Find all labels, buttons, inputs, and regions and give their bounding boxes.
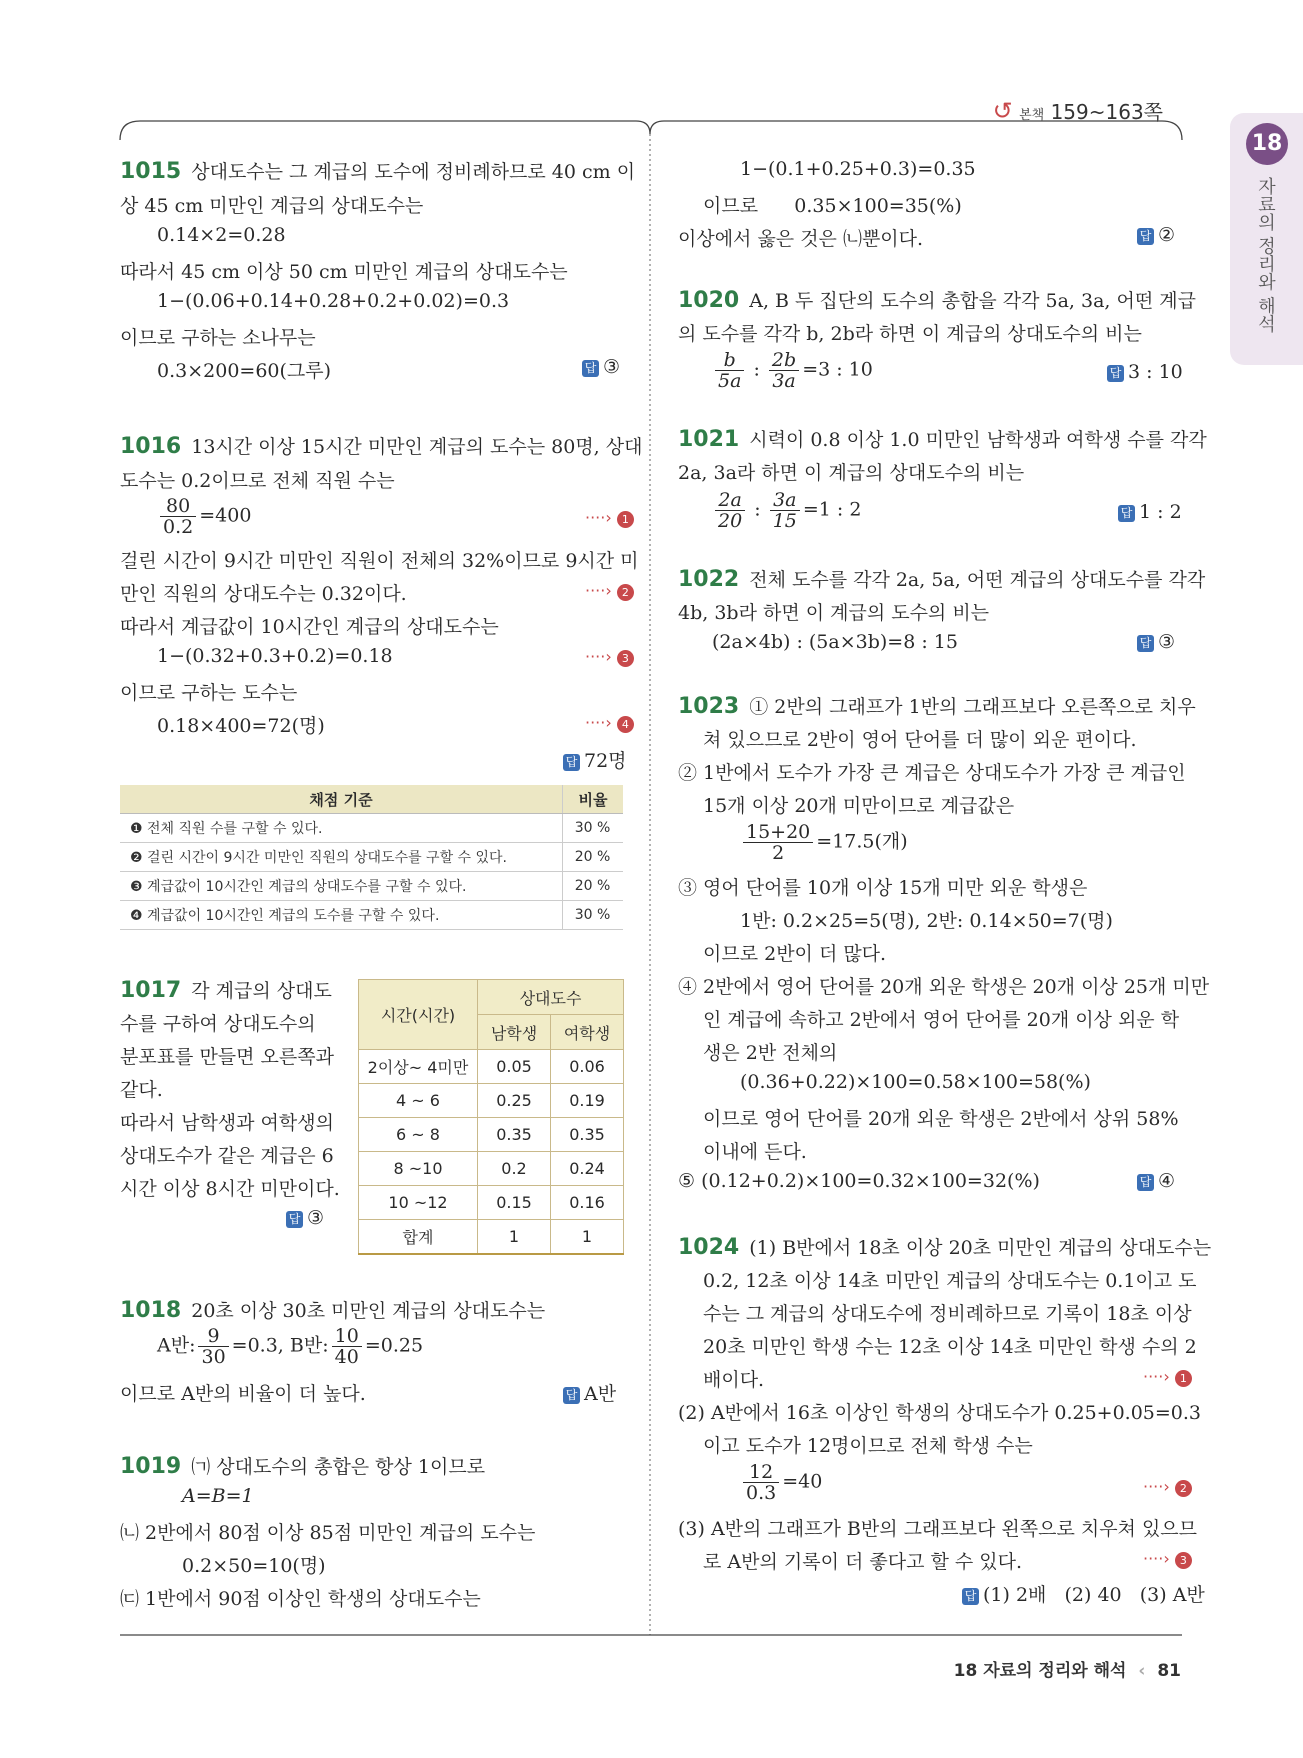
colon: : (754, 498, 761, 521)
answer-icon: 답 (1137, 228, 1154, 245)
ratio: 20 % (563, 843, 624, 872)
text-line: 이내에 든다. (703, 1141, 807, 1163)
ratio-equation (712, 350, 873, 391)
male-cell: 0.15 (478, 1186, 551, 1220)
text-line: 15개 이상 20개 미만이므로 계급값은 (703, 795, 1015, 817)
step-number: 2 (1175, 1480, 1192, 1497)
female-cell: 0.16 (551, 1186, 624, 1220)
chevron-left-icon: ‹ (1138, 1661, 1146, 1681)
text-line: 이므로 2반이 더 많다. (703, 943, 887, 965)
table-row (120, 814, 623, 843)
numerator: 2b (769, 350, 799, 371)
female-cell: 1 (551, 1220, 624, 1255)
answer-icon: 답 (962, 1588, 979, 1605)
numerator: b (715, 350, 744, 371)
equation: 0.3×200=60(그루) (157, 360, 332, 382)
table-row (120, 843, 623, 872)
result: =17.5(개) (816, 830, 908, 853)
chapter-title: 자료의 정리와 해석 (1255, 177, 1276, 333)
male-cell: 0.05 (478, 1050, 551, 1084)
text-line: 따라서 계급값이 10시간인 계급의 상대도수는 (120, 616, 499, 638)
text-line: 이므로 구하는 도수는 (120, 682, 298, 704)
male-cell: 0.2 (478, 1152, 551, 1186)
step-marker-2: ····› 2 (585, 581, 634, 601)
text-line: 13시간 이상 15시간 미만인 계급의 도수는 80명, 상대 (191, 436, 643, 458)
answer-icon: 답 (582, 360, 599, 377)
class-cell: 4 ~ 6 (359, 1084, 478, 1118)
text-line: ㈀ 상대도수의 총합은 항상 1이므로 (191, 1456, 486, 1478)
fraction (743, 822, 813, 863)
table-row (359, 1152, 624, 1186)
male-header: 남학생 (478, 1015, 551, 1050)
denominator: 20 (718, 510, 743, 532)
answer-icon: 답 (563, 1387, 580, 1404)
denominator: 30 (201, 1346, 226, 1368)
step-number: 3 (1175, 1552, 1192, 1569)
text-line: ③ 영어 단어를 10개 이상 15개 미만 외운 학생은 (678, 877, 1088, 899)
step-number: 4 (617, 716, 634, 733)
chapter-number: 18 (1246, 123, 1288, 165)
text-line: 이므로 구하는 소나무는 (120, 327, 316, 349)
text-line: 도수는 0.2이므로 전체 직원 수는 (120, 470, 395, 492)
female-cell: 0.06 (551, 1050, 624, 1084)
problem-number: 1017 (120, 978, 182, 1003)
answer-value: ③ (1158, 631, 1176, 653)
numerator: 10 (332, 1326, 362, 1347)
text-line: 20초 미만인 학생 수는 12초 이상 14초 미만인 학생 수의 2 (703, 1336, 1197, 1358)
denominator: 2 (772, 842, 785, 864)
chapter-tab (1230, 113, 1303, 365)
denominator: 0.2 (163, 516, 194, 538)
female-header: 여학생 (551, 1015, 624, 1050)
text-line: 시력이 0.8 이상 1.0 미만인 남학생과 여학생 수를 각각 (749, 429, 1207, 451)
answer-value: ② (1158, 224, 1176, 246)
answer-value: ④ (1158, 1170, 1176, 1192)
text-line: 상 45 cm 미만인 계급의 상대도수는 (120, 195, 424, 217)
fraction-equation (740, 1462, 822, 1503)
numerator: 15+20 (743, 822, 813, 843)
numerator: 9 (198, 1326, 228, 1347)
text-line: 걸린 시간이 9시간 미만인 직원이 전체의 32%이므로 9시간 미 (120, 550, 639, 572)
relative-frequency-header: 상대도수 (478, 980, 624, 1015)
text-line: 인 계급에 속하고 2반에서 영어 단어를 20개 이상 외운 학 (703, 1009, 1180, 1031)
criteria-header: 채점 기준 (120, 785, 563, 814)
answer (1137, 1170, 1175, 1192)
numerator: 3a (770, 490, 800, 511)
fraction (715, 350, 744, 391)
text-line: 쳐 있으므로 2반이 영어 단어를 더 많이 외운 편이다. (703, 729, 1137, 751)
text-line: 따라서 45 cm 이상 50 cm 미만인 계급의 상대도수는 (120, 261, 568, 283)
text-line: 따라서 남학생과 여학생의 (120, 1112, 334, 1134)
text-line: 이고 도수가 12명이므로 전체 학생 수는 (703, 1435, 1033, 1457)
table-row (359, 1084, 624, 1118)
denominator: 0.3 (746, 1482, 777, 1504)
equation: 0.2×50=10(명) (182, 1555, 326, 1577)
problem-number: 1016 (120, 434, 182, 459)
text-line: 이므로 A반의 비율이 더 높다. (120, 1383, 366, 1405)
return-arrow-icon: ↺ (992, 97, 1013, 125)
answer-icon: 답 (1107, 365, 1124, 382)
colon: : (753, 358, 760, 381)
label: A반: (157, 1334, 196, 1357)
step-marker-4: ····› 4 (585, 713, 634, 733)
text-line: 배이다. (703, 1369, 765, 1391)
numerator: 12 (743, 1462, 779, 1483)
page-number: 81 (1157, 1661, 1181, 1681)
result: =3 : 10 (802, 358, 873, 381)
text-line: 4b, 3b라 하면 이 계급의 도수의 비는 (678, 602, 990, 624)
text-line: (2) A반에서 16초 이상인 학생의 상대도수가 0.25+0.05=0.3 (678, 1402, 1202, 1424)
answer-value: ③ (307, 1207, 325, 1229)
step-number: 1 (617, 511, 634, 528)
text-line: 이상에서 옳은 것은 ㈁뿐이다. (678, 228, 924, 250)
text-line: 각 계급의 상대도 (191, 980, 332, 1002)
answer-value: 1 : 2 (1139, 501, 1182, 523)
equation: A=B=1 (182, 1485, 254, 1507)
denominator: 3a (772, 370, 796, 392)
text-line: 0.2, 12초 이상 14초 미만인 계급의 상대도수는 0.1이고 도 (703, 1270, 1197, 1292)
ratio: 30 % (563, 901, 624, 930)
relative-frequency-table (358, 979, 624, 1255)
female-cell: 0.24 (551, 1152, 624, 1186)
equation: (0.36+0.22)×100=0.58×100=58(%) (740, 1071, 1091, 1093)
numerator: 80 (160, 496, 196, 517)
answer-value: 3 : 10 (1128, 361, 1183, 383)
male-cell: 0.25 (478, 1084, 551, 1118)
problem-number: 1024 (678, 1235, 740, 1260)
fraction (332, 1326, 362, 1367)
step-number: 2 (617, 584, 634, 601)
text-line: 같다. (120, 1079, 163, 1101)
problem-number: 1021 (678, 427, 740, 452)
problem-number: 1023 (678, 694, 740, 719)
class-cell: 6 ~ 8 (359, 1118, 478, 1152)
text-line: ② 1반에서 도수가 가장 큰 계급은 상대도수가 가장 큰 계급인 (678, 762, 1186, 784)
page-range: 159~163쪽 (1050, 100, 1163, 124)
result: =0.25 (364, 1334, 424, 1357)
step-number: 3 (617, 650, 634, 667)
answer-icon: 답 (563, 754, 580, 771)
step-marker-1: ····› 1 (585, 508, 634, 528)
text-line: (1) B반에서 18초 이상 20초 미만인 계급의 상대도수는 (749, 1237, 1212, 1259)
criterion: ❶ 전체 직원 수를 구할 수 있다. (120, 814, 563, 843)
ratio: 30 % (563, 814, 624, 843)
text-line: 시간 이상 8시간 미만이다. (120, 1178, 340, 1200)
male-cell: 0.35 (478, 1118, 551, 1152)
text-line: 이므로 0.35×100=35(%) (703, 195, 962, 217)
text-line: 분포표를 만들면 오른쪽과 (120, 1046, 334, 1068)
male-cell: 1 (478, 1220, 551, 1255)
equation: 1−(0.1+0.25+0.3)=0.35 (740, 158, 976, 180)
ratio-header: 비율 (563, 785, 624, 814)
scoring-criteria-table (120, 785, 623, 930)
answer (582, 356, 620, 378)
text-line: (3) A반의 그래프가 B반의 그래프보다 왼쪽으로 치우쳐 있으므 (678, 1518, 1198, 1540)
text-line: 전체 도수를 각각 2a, 5a, 어떤 계급의 상대도수를 각각 (749, 569, 1206, 591)
equation: 1−(0.06+0.14+0.28+0.2+0.02)=0.3 (157, 290, 510, 312)
answer-value: 72명 (584, 750, 627, 772)
label: B반: (289, 1334, 329, 1357)
answer (1107, 361, 1183, 383)
result: =400 (199, 504, 252, 527)
text-line: ① 2반의 그래프가 1반의 그래프보다 오른쪽으로 치우 (749, 696, 1196, 718)
step-number: 1 (1175, 1370, 1192, 1387)
table-row (359, 1050, 624, 1084)
equation: ⑤ (0.12+0.2)×100=0.32×100=32(%) (678, 1170, 1040, 1192)
answer (563, 1379, 616, 1406)
criterion: ❹ 계급값이 10시간인 계급의 도수를 구할 수 있다. (120, 901, 563, 930)
class-cell: 2이상~ 4미만 (359, 1050, 478, 1084)
fraction-equation (740, 822, 908, 863)
text-line: 상대도수가 같은 계급은 6 (120, 1145, 334, 1167)
text-line: 20초 이상 30초 미만인 계급의 상대도수는 (191, 1300, 546, 1322)
denominator: 15 (772, 510, 797, 532)
answer-icon: 답 (286, 1211, 303, 1228)
text-line: ④ 2반에서 영어 단어를 20개 외운 학생은 20개 이상 25개 미만 (678, 976, 1210, 998)
page-reference (993, 96, 1163, 125)
ratio-equation (712, 490, 861, 531)
answer-value: (1) 2배 (2) 40 (3) A반 (983, 1584, 1205, 1606)
answer (563, 746, 627, 773)
table-row (359, 1186, 624, 1220)
text-line: 의 도수를 각각 b, 2b라 하면 이 계급의 상대도수의 비는 (678, 323, 1142, 345)
answer (962, 1580, 1205, 1607)
result: =40 (782, 1470, 823, 1493)
class-cell: 8 ~10 (359, 1152, 478, 1186)
criterion: ❸ 계급값이 10시간인 계급의 상대도수를 구할 수 있다. (120, 872, 563, 901)
answer-value: A반 (584, 1383, 617, 1405)
step-marker-3: ····› 3 (1143, 1549, 1192, 1569)
problem-number: 1018 (120, 1298, 182, 1323)
equation: 1반: 0.2×25=5(명), 2반: 0.14×50=7(명) (740, 910, 1113, 932)
fraction (770, 490, 800, 531)
fraction (160, 496, 196, 537)
problem-number: 1019 (120, 1454, 182, 1479)
text-line: A, B 두 집단의 도수의 총합을 각각 5a, 3a, 어떤 계급 (749, 290, 1196, 312)
equation: 0.14×2=0.28 (157, 224, 286, 246)
book-label: 본책 (1019, 108, 1045, 123)
step-marker-1: ····› 1 (1143, 1367, 1192, 1387)
equation: 1−(0.32+0.3+0.2)=0.18 (157, 645, 393, 667)
answer-icon: 답 (1118, 505, 1135, 522)
answer (286, 1207, 324, 1229)
problem-number: 1015 (120, 159, 182, 184)
text-line: 생은 2반 전체의 (703, 1042, 838, 1064)
step-marker-3: ····› 3 (585, 647, 634, 667)
result: =0.3, (231, 1334, 284, 1357)
answer (1137, 631, 1175, 653)
numerator: 2a (715, 490, 745, 511)
table-row (120, 901, 623, 930)
table-row (359, 1118, 624, 1152)
fraction (769, 350, 799, 391)
class-cell: 합계 (359, 1220, 478, 1255)
answer (1137, 224, 1175, 246)
problem-number: 1020 (678, 288, 740, 313)
criterion: ❷ 걸린 시간이 9시간 미만인 직원의 상대도수를 구할 수 있다. (120, 843, 563, 872)
footer-chapter: 18 자료의 정리와 해석 (953, 1661, 1127, 1681)
text-line: ㈂ 1반에서 90점 이상인 학생의 상대도수는 (120, 1588, 481, 1610)
class-header: 시간(시간) (359, 980, 478, 1050)
table-row (120, 872, 623, 901)
text-line: 수는 그 계급의 상대도수에 정비례하므로 기록이 18초 이상 (703, 1303, 1192, 1325)
table-row (359, 1220, 624, 1255)
text-line: 상대도수는 그 계급의 도수에 정비례하므로 40 cm 이 (191, 161, 636, 183)
answer (1118, 501, 1182, 523)
page-footer (954, 1656, 1181, 1681)
equation: 0.18×400=72(명) (157, 715, 325, 737)
answer-value: ③ (603, 356, 621, 378)
denominator: 5a (718, 370, 742, 392)
answer-icon: 답 (1137, 635, 1154, 652)
answer-icon: 답 (1137, 1174, 1154, 1191)
ratio: 20 % (563, 872, 624, 901)
text-line: 이므로 영어 단어를 20개 외운 학생은 2반에서 상위 58% (703, 1108, 1179, 1130)
female-cell: 0.35 (551, 1118, 624, 1152)
text-line: 만인 직원의 상대도수는 0.32이다. (120, 583, 407, 605)
fraction (743, 1462, 779, 1503)
fraction (198, 1326, 228, 1367)
fraction-equation (157, 1326, 423, 1367)
text-line: 수를 구하여 상대도수의 (120, 1013, 316, 1035)
fraction (715, 490, 745, 531)
text-line: 2a, 3a라 하면 이 계급의 상대도수의 비는 (678, 462, 1025, 484)
equation: (2a×4b) : (5a×3b)=8 : 15 (712, 631, 958, 653)
female-cell: 0.19 (551, 1084, 624, 1118)
text-line: 로 A반의 기록이 더 좋다고 할 수 있다. (703, 1551, 1022, 1573)
text-line: ㈁ 2반에서 80점 이상 85점 미만인 계급의 도수는 (120, 1522, 536, 1544)
problem-number: 1022 (678, 567, 740, 592)
step-marker-2: ····› 2 (1143, 1477, 1192, 1497)
result: =1 : 2 (802, 498, 862, 521)
class-cell: 10 ~12 (359, 1186, 478, 1220)
denominator: 40 (334, 1346, 359, 1368)
fraction-equation (157, 496, 251, 537)
